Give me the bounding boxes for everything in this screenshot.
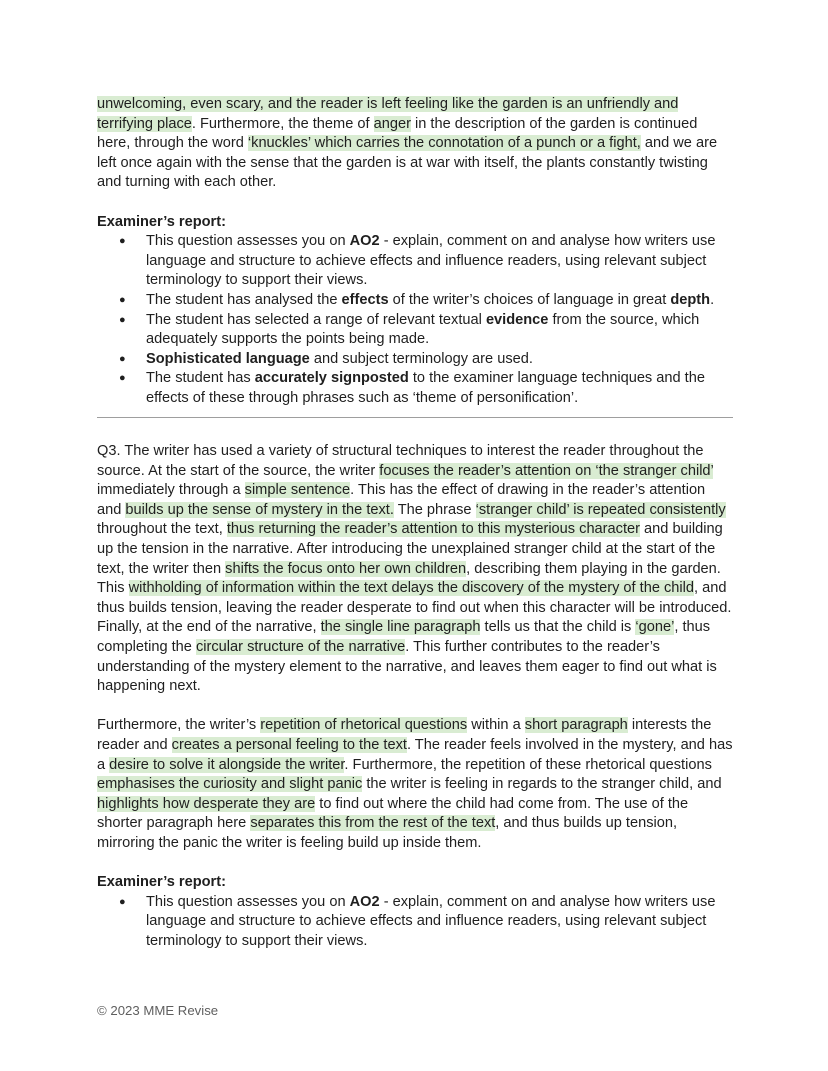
- bold-term: AO2: [349, 893, 380, 910]
- report-bullet-item: [97, 893, 733, 952]
- highlighted-text: highlights how desperate they are: [97, 795, 316, 812]
- highlighted-text: short paragraph: [524, 717, 628, 734]
- highlighted-text: circular structure of the narrative: [195, 639, 406, 656]
- highlighted-text: anger: [373, 115, 411, 132]
- text-run: Q3. The writer has used a variety of structural techniques to interest the reader throughout the source. At the start of the source, the writer: [97, 443, 704, 479]
- bold-term: accurately signposted: [254, 370, 409, 387]
- bold-term: evidence: [485, 311, 549, 328]
- report-bullet-item: [97, 350, 733, 370]
- text-run: to the examiner language techniques and the effects of these through phrases such as ‘theme of personification’.: [146, 370, 705, 406]
- highlighted-text: focuses the reader’s attention on ‘the stranger child’: [379, 462, 714, 479]
- bold-term: AO2: [349, 233, 380, 250]
- answer-paragraph-q3: [97, 442, 733, 697]
- text-run: and we are left once again with the sense that the garden is at war with itself, the plants constantly twisting and turning with each other.: [97, 135, 718, 191]
- text-run: This question assesses you on: [146, 233, 350, 250]
- text-run: The student has: [146, 370, 255, 387]
- text-run: This question assesses you on: [146, 893, 350, 910]
- highlighted-text: separates this from the rest of the text: [250, 815, 496, 832]
- text-run: , and thus builds tension, leaving the reader desperate to find out when this character will be introduced. Finally, at the end of the narrative,: [97, 580, 732, 636]
- text-run: tells us that the child is: [480, 619, 636, 636]
- examiner-report-heading-2: Examiner’s report:: [97, 874, 226, 891]
- answer-paragraph-q3-continued: [97, 716, 733, 853]
- text-run: in the description of the garden is continued here, through the word: [97, 115, 698, 152]
- bold-term: depth: [670, 291, 711, 308]
- highlighted-text: desire to solve it alongside the writer: [109, 756, 345, 773]
- text-run: and building up the tension in the narrative. After introducing the unexplained stranger child at the start of the text, the writer then: [97, 521, 723, 577]
- text-run: , describing them playing in the garden. This: [97, 560, 721, 597]
- text-run: , and thus builds up tension, mirroring the panic the writer is feeling build up inside them.: [97, 815, 678, 851]
- text-run: within a: [467, 717, 525, 734]
- highlighted-text: shifts the focus onto her own children: [225, 560, 467, 577]
- text-run: . This has the effect of drawing in the reader’s attention and: [97, 482, 706, 518]
- highlighted-text: emphasises the curiosity and slight panic: [97, 776, 363, 793]
- text-run: .: [710, 291, 715, 308]
- report-bullet-item: [97, 232, 733, 291]
- text-run: Furthermore, the writer’s: [97, 717, 261, 734]
- text-run: throughout the text,: [97, 521, 227, 538]
- text-run: to find out where the child had come from. The use of the shorter paragraph here: [97, 795, 689, 832]
- text-run: . Furthermore, the repetition of these rhetorical questions: [344, 756, 712, 773]
- examiner-report-list: [97, 232, 733, 408]
- text-run: The student has selected a range of relevant textual: [146, 311, 486, 328]
- highlighted-text: creates a personal feeling to the text: [171, 737, 407, 753]
- report-bullet-item: [97, 291, 733, 311]
- text-run: . The reader feels involved in the mystery, and has a: [97, 737, 733, 773]
- highlighted-text: withholding of information within the text delays the discovery of the mystery of the child: [128, 580, 695, 597]
- text-run: and subject terminology are used.: [309, 350, 533, 367]
- copyright-footer: © 2023 MME Revise: [97, 1003, 219, 1018]
- text-run: immediately through a: [97, 482, 245, 499]
- highlighted-text: repetition of rhetorical questions: [260, 717, 468, 734]
- report-bullet-item: [97, 369, 733, 408]
- text-run: . This further contributes to the reader’s understanding of the mystery element to the narrative, and leaves them eager to find out what is happening next.: [97, 639, 717, 695]
- highlighted-text: simple sentence: [244, 482, 351, 499]
- answer-paragraph-q2-end: [97, 95, 733, 193]
- text-run: the writer is feeling in regards to the stranger child, and: [362, 776, 722, 793]
- bold-term: Sophisticated language: [146, 350, 310, 367]
- text-run: The student has analysed the: [146, 291, 342, 308]
- text-run: of the writer’s choices of language in great: [388, 291, 671, 308]
- highlighted-text: builds up the sense of mystery in the text.: [125, 501, 394, 518]
- text-run: The phrase: [393, 501, 476, 518]
- highlighted-text: thus returning the reader’s attention to this mysterious character: [226, 521, 640, 538]
- document-page: [97, 95, 733, 952]
- text-run: , thus completing the: [97, 619, 711, 656]
- text-run: - explain, comment on and analyse how writers use language and structure to achieve effects and influence readers, using relevant subject terminology to support their views.: [146, 893, 716, 949]
- text-run: from the source, which adequately supports the points being made.: [146, 311, 700, 348]
- highlighted-text: ‘stranger child’ is repeated consistently: [475, 501, 726, 518]
- bold-term: effects: [341, 291, 389, 308]
- highlighted-text: the single line paragraph: [320, 619, 481, 636]
- highlighted-text: ‘gone’: [635, 619, 675, 636]
- text-run: . Furthermore, the theme of: [191, 115, 374, 132]
- text-run: - explain, comment on and analyse how writers use language and structure to achieve effects and influence readers, using relevant subject terminology to support their views.: [146, 233, 716, 289]
- examiner-report-heading: Examiner’s report:: [97, 213, 226, 230]
- text-run: interests the reader and: [97, 717, 712, 753]
- highlighted-text: ‘knuckles’ which carries the connotation of a punch or a fight,: [247, 135, 641, 152]
- examiner-report-list-2: [97, 893, 733, 952]
- report-bullet-item: [97, 311, 733, 350]
- highlighted-text: unwelcoming, even scary, and the reader is left feeling like the garden is an unfriendly and terrifying place: [97, 96, 679, 132]
